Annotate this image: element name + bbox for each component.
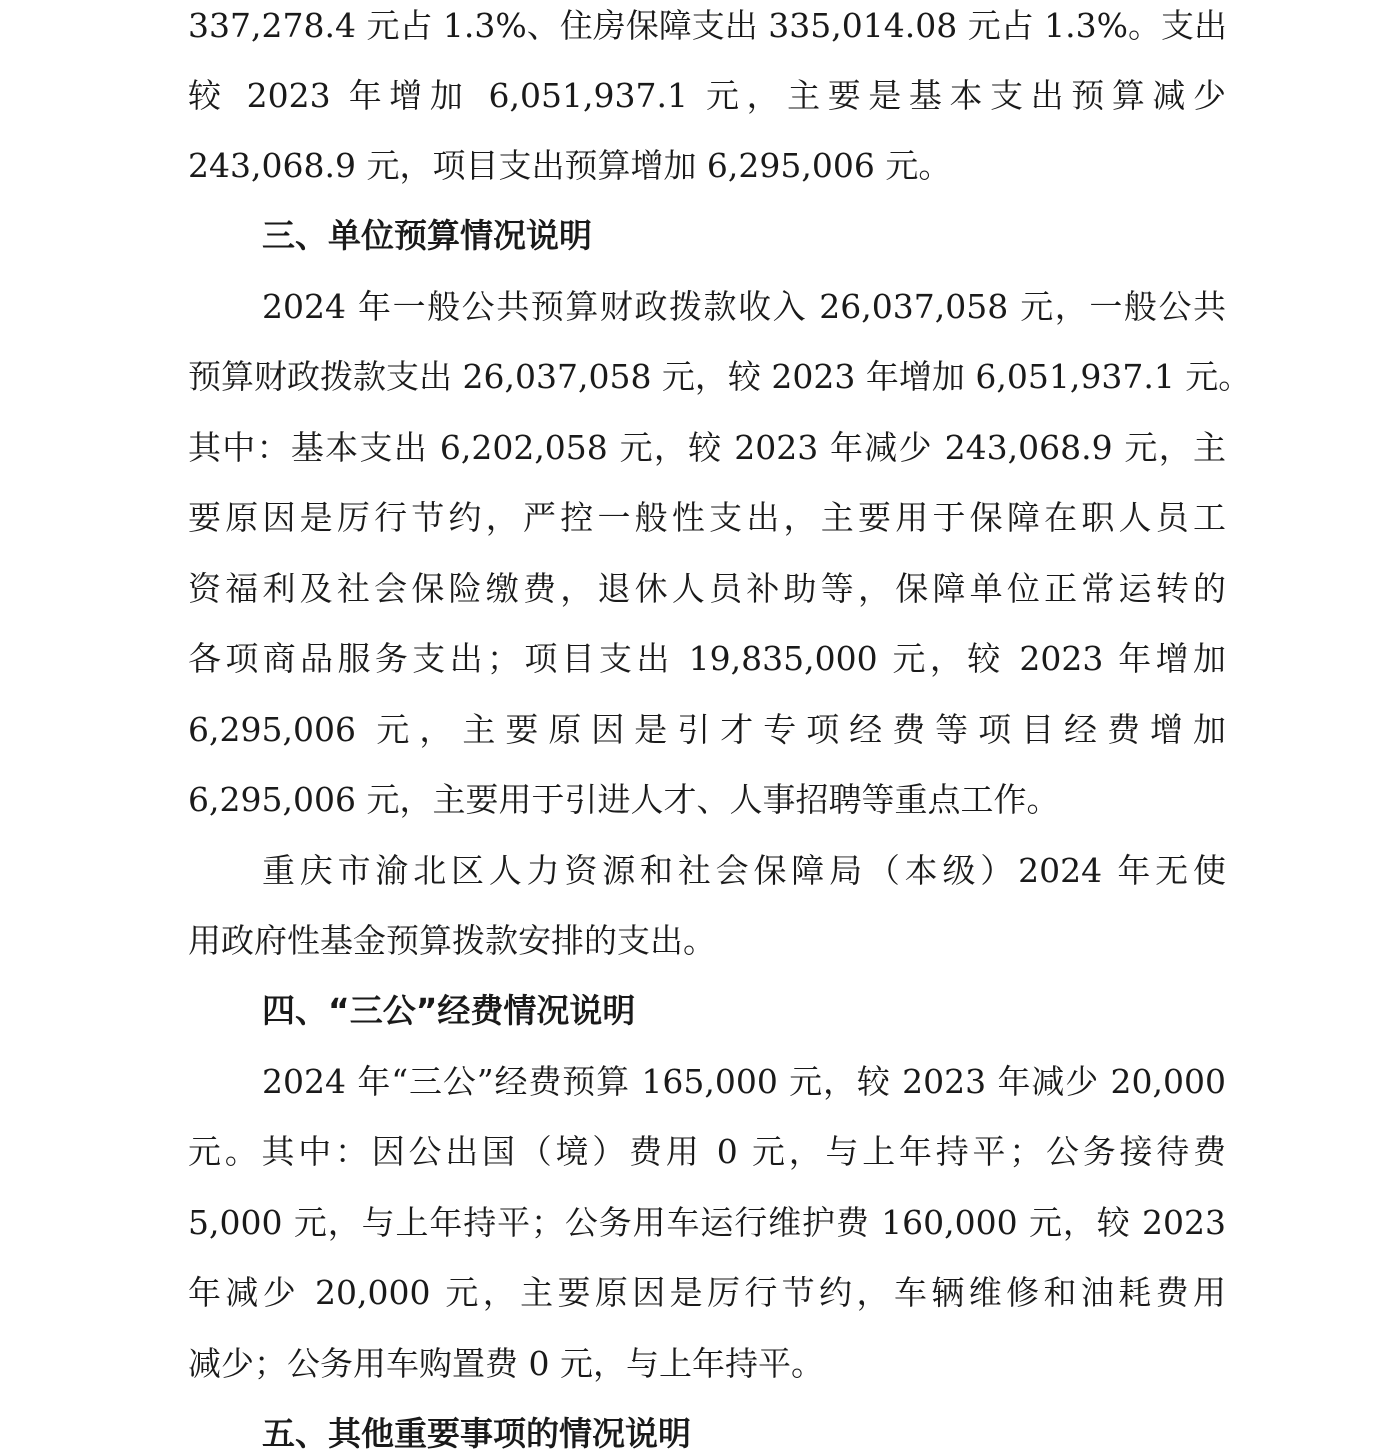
section-4-para1-line-3: 5,000 元，与上年持平；公务用车运行维护费 160,000 元，较 2023 xyxy=(188,1203,1226,1242)
intro-line-2: 较 2023 年增加 6,051,937.1 元，主要是基本支出预算减少 xyxy=(188,76,1226,115)
section-3-heading: 三、单位预算情况说明 xyxy=(262,216,592,255)
section-4-heading: 四、“三公”经费情况说明 xyxy=(262,991,636,1030)
section-3-para1-line-6: 各项商品服务支出；项目支出 19,835,000 元，较 2023 年增加 xyxy=(188,639,1226,678)
document-page xyxy=(188,0,1252,1456)
section-3-para1-line-7: 6,295,006 元，主要原因是引才专项经费等项目经费增加 xyxy=(188,710,1226,749)
section-4-para1-line-5: 减少；公务用车购置费 0 元，与上年持平。 xyxy=(188,1344,824,1383)
intro-line-3: 243,068.9 元，项目支出预算增加 6,295,006 元。 xyxy=(188,146,952,185)
section-5-heading: 五、其他重要事项的情况说明 xyxy=(262,1414,691,1453)
section-3-para1-line-1: 2024 年一般公共预算财政拨款收入 26,037,058 元，一般公共 xyxy=(262,287,1226,326)
section-3-para1-line-4: 要原因是厉行节约，严控一般性支出，主要用于保障在职人员工 xyxy=(188,498,1226,537)
section-3-para1-line-3: 其中：基本支出 6,202,058 元，较 2023 年减少 243,068.9 元，主 xyxy=(188,428,1226,467)
section-4-para1-line-1: 2024 年“三公”经费预算 165,000 元，较 2023 年减少 20,000 xyxy=(262,1062,1226,1101)
section-3-para1-line-2: 预算财政拨款支出 26,037,058 元，较 2023 年增加 6,051,937.1 元。 xyxy=(188,357,1252,396)
intro-line-1: 337,278.4 元占 1.3%、住房保障支出 335,014.08 元占 1.3%。支出 xyxy=(188,6,1228,45)
section-4-para1-line-2: 元。其中：因公出国（境）费用 0 元，与上年持平；公务接待费 xyxy=(188,1132,1226,1171)
section-4-para1-line-4: 年减少 20,000 元，主要原因是厉行节约，车辆维修和油耗费用 xyxy=(188,1273,1226,1312)
section-3-para1-line-5: 资福利及社会保险缴费，退休人员补助等，保障单位正常运转的 xyxy=(188,569,1226,608)
section-3-para1-line-8: 6,295,006 元，主要用于引进人才、人事招聘等重点工作。 xyxy=(188,780,1060,819)
section-3-para2-line-2: 用政府性基金预算拨款安排的支出。 xyxy=(188,921,716,960)
section-3-para2-line-1: 重庆市渝北区人力资源和社会保障局（本级）2024 年无使 xyxy=(262,851,1226,890)
